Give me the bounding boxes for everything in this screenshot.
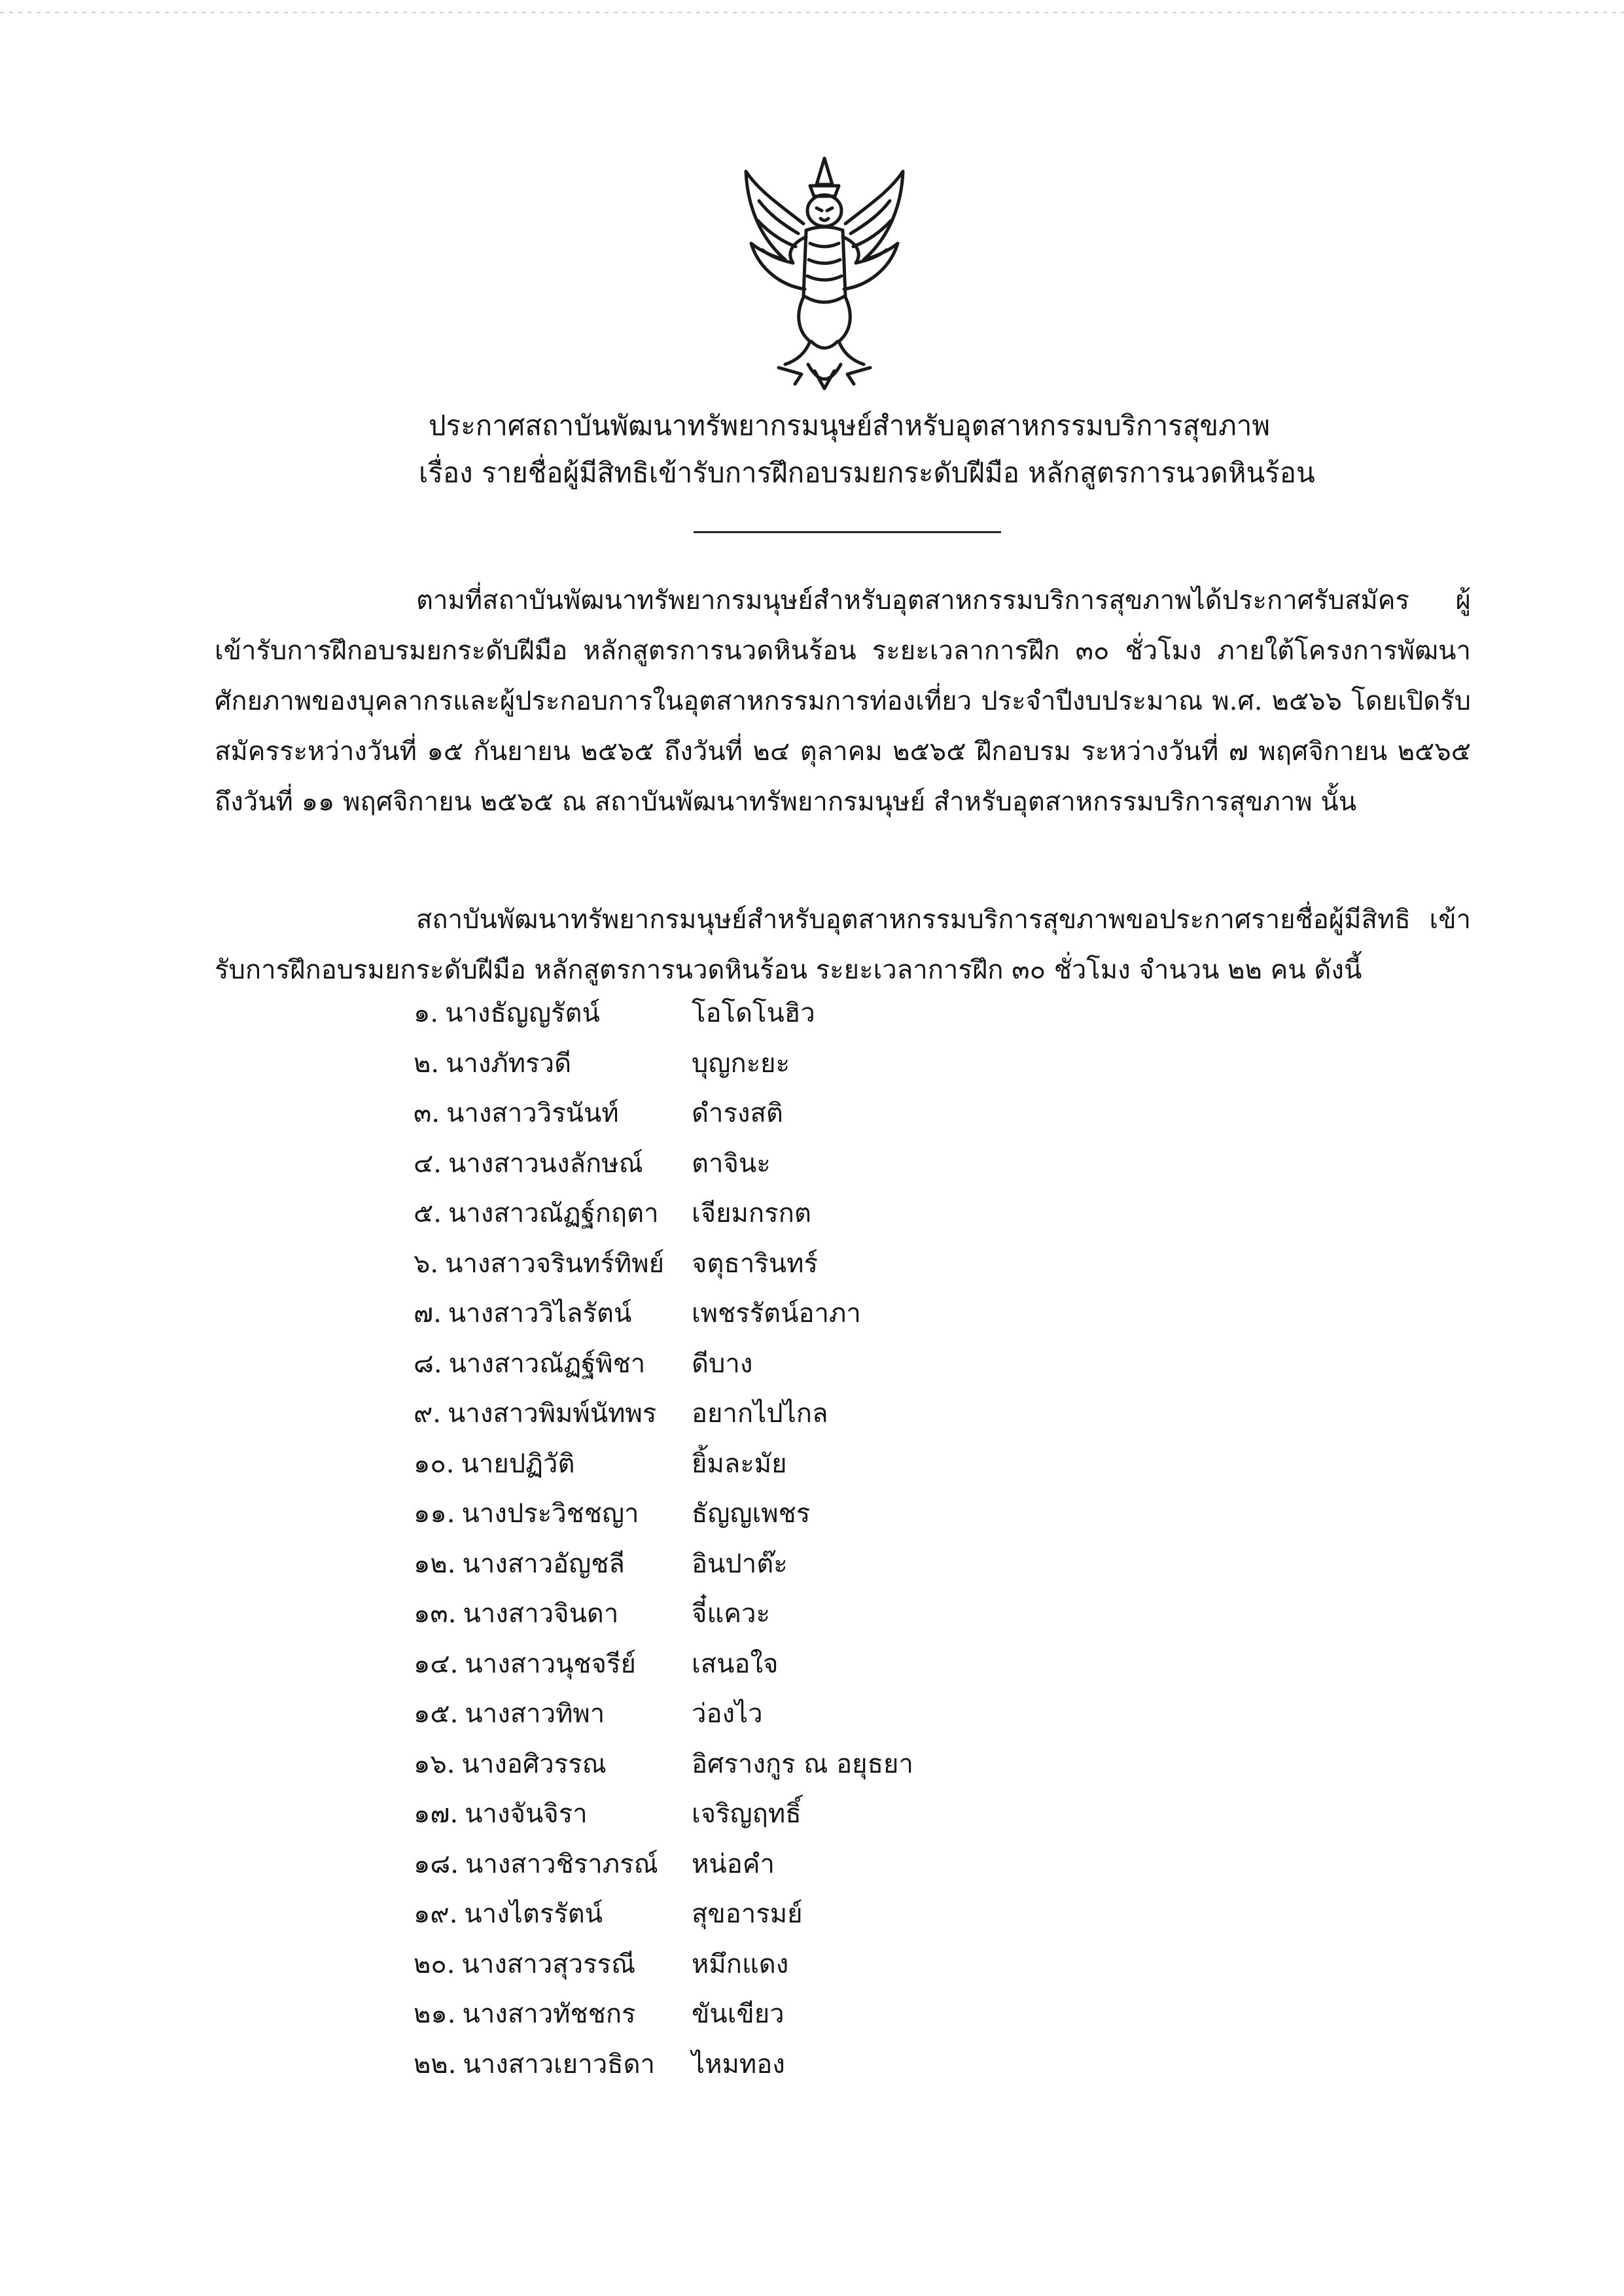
list-item (414, 1989, 913, 2039)
family-name: เจียมกรกต (692, 1198, 811, 1229)
family-name: หน่อคำ (692, 1849, 775, 1879)
given-name: นางสาวพิมพ์นัทพร (448, 1399, 657, 1429)
item-number: ๑๕. (414, 1699, 459, 1730)
item-number: ๑๒. (414, 1548, 456, 1579)
list-item (414, 1238, 913, 1289)
heading-title: ประกาศสถาบันพัฒนาทรัพยากรมนุษย์สำหรับอุตสาหกรรมบริการสุขภาพ (429, 409, 1271, 442)
given-name: นางสาวเยาวธิดา (463, 2049, 656, 2079)
family-name: จี๋แควะ (692, 1599, 770, 1629)
given-name: นางสาวนุชจรีย์ (465, 1648, 636, 1679)
list-item (414, 2039, 913, 2089)
given-name: นางสาวณัฏฐ์พิชา (448, 1348, 646, 1379)
item-number: ๒๐. (414, 1949, 455, 1979)
item-number: ๒๑. (414, 1999, 456, 2030)
list-item (414, 1038, 913, 1088)
given-name: นางภัทรวดี (446, 1048, 572, 1079)
item-number: ๒. (414, 1048, 440, 1079)
item-number: ๑๔. (414, 1648, 459, 1679)
list-item (414, 1188, 913, 1238)
item-number: ๗. (414, 1298, 442, 1329)
heading-subject: เรื่อง รายชื่อผู้มีสิทธิเข้ารับการฝึกอบรมยกระดับฝีมือ หลักสูตรการนวดหินร้อน (419, 457, 1315, 489)
item-number: ๖. (414, 1248, 439, 1279)
list-item (414, 1488, 913, 1539)
item-number: ๑๓. (414, 1599, 457, 1629)
family-name: ธัญญเพชร (692, 1499, 811, 1529)
given-name: นางไตรรัตน์ (464, 1899, 603, 1930)
given-name: นางสาวนงลักษณ์ (448, 1148, 643, 1179)
family-name: สุขอารมย์ (692, 1899, 803, 1930)
item-number: ๑๖. (414, 1748, 455, 1779)
item-number: ๔. (414, 1148, 442, 1179)
family-name: เจริญฤทธิ์ (692, 1799, 802, 1830)
item-number: ๑๗. (414, 1799, 459, 1830)
list-item (414, 1639, 913, 1689)
list-item (414, 1138, 913, 1189)
list-item (414, 1438, 913, 1489)
given-name: นางสาวณัฏฐ์กฤตา (448, 1198, 659, 1229)
list-item (414, 1338, 913, 1389)
item-number: ๕. (414, 1198, 442, 1229)
given-name: นางสาววิไลรัตน์ (448, 1298, 632, 1329)
given-name: นางจันจิรา (465, 1799, 588, 1830)
family-name: ไหมทอง (692, 2049, 785, 2079)
garuda-emblem-icon (733, 145, 916, 400)
given-name: นางอศิวรรณ (461, 1748, 607, 1779)
list-item (414, 988, 913, 1038)
item-number: ๙. (414, 1399, 442, 1429)
family-name: เสนอใจ (692, 1648, 779, 1679)
family-name: ตาจินะ (692, 1148, 771, 1179)
list-item (414, 1888, 913, 1939)
given-name: นางสาววิรนันท์ (446, 1098, 619, 1129)
item-number: ๑๐. (414, 1448, 455, 1479)
family-name: ดีบาง (692, 1348, 753, 1379)
family-name: อยากไปไกล (692, 1399, 828, 1429)
family-name: โอโดโนฮิว (692, 998, 815, 1029)
given-name: นางสาวจรินทร์ทิพย์ (445, 1248, 665, 1279)
heading-divider (694, 531, 1001, 533)
list-item (414, 1788, 913, 1839)
announcement-heading (0, 402, 1624, 496)
family-name: เพชรรัตน์อาภา (692, 1298, 861, 1329)
list-item (414, 1288, 913, 1338)
body-paragraph-1: ตามที่สถาบันพัฒนาทรัพยากรมนุษย์สำหรับอุตสาหกรรมบริการสุขภาพได้ประกาศรับสมัคร ผู้เข้ารับการฝึกอบรมยกระดับฝีมือ หลักสูตรการนวดหินร้อน ระยะเวลาการฝึก ๓๐ ชั่วโมง ภายใต้โครงการพัฒนาศักยภาพของบุคลากรและผู้ประกอบการในอุตสาหกรรมการท่องเที่ยว ประจำปีงบประมาณ พ.ศ. ๒๕๖๖ โดยเปิดรับสมัครระหว่างวันที่ ๑๕ กันยายน ๒๕๖๕ ถึงวันที่ ๒๔ ตุลาคม ๒๕๖๕ ฝึกอบรม ระหว่างวันที่ ๗ พฤศจิกายน ๒๕๖๕ ถึงวันที่ ๑๑ พฤศจิกายน ๒๕๖๕ ณ สถาบันพัฒนาทรัพยากรมนุษย์ สำหรับอุตสาหกรรมบริการสุขภาพ นั้น (215, 585, 1471, 817)
family-name: ขันเขียว (692, 1999, 785, 2030)
list-item (414, 1388, 913, 1438)
list-item (414, 1739, 913, 1789)
item-number: ๒๒. (414, 2049, 457, 2079)
list-item (414, 1688, 913, 1739)
item-number: ๑๙. (414, 1899, 458, 1930)
given-name: นางสาวทัชชกร (462, 1999, 636, 2030)
item-number: ๑. (414, 998, 439, 1029)
family-name: จตุธารินทร์ (692, 1248, 818, 1279)
given-name: นางสาวชิราภรณ์ (465, 1849, 658, 1879)
item-number: ๑๑. (414, 1499, 455, 1529)
given-name: นางสาวอัญชลี (462, 1548, 625, 1579)
participant-list (414, 988, 913, 2089)
list-item (414, 1939, 913, 1989)
item-number: ๘. (414, 1348, 442, 1379)
list-item (414, 1588, 913, 1639)
family-name: หมึกแดง (692, 1949, 789, 1979)
given-name: นางประวิชชญา (461, 1499, 639, 1529)
family-name: บุญกะยะ (692, 1048, 790, 1079)
given-name: นายปฏิวัติ (461, 1448, 575, 1479)
family-name: อินปาต๊ะ (692, 1548, 788, 1579)
list-item (414, 1539, 913, 1589)
list-item (414, 1839, 913, 1889)
list-item (414, 1088, 913, 1138)
family-name: ดำรงสติ (692, 1098, 783, 1129)
given-name: นางสาวสุวรรณี (461, 1949, 636, 1979)
family-name: อิศรางกูร ณ อยุธยา (692, 1748, 913, 1779)
given-name: นางสาวจินดา (463, 1599, 619, 1629)
given-name: นางสาวทิพา (465, 1699, 605, 1730)
scan-edge-line (0, 12, 1624, 13)
family-name: ว่องไว (692, 1699, 763, 1730)
body-paragraph-2: สถาบันพัฒนาทรัพยากรมนุษย์สำหรับอุตสาหกรรมบริการสุขภาพขอประกาศรายชื่อผู้มีสิทธิ เข้ารับการฝึกอบรมยกระดับฝีมือ หลักสูตรการนวดหินร้อน ระยะเวลาการฝึก ๓๐ ชั่วโมง จำนวน ๒๒ คน ดังนี้ (215, 905, 1471, 985)
given-name: นางธัญญรัตน์ (445, 998, 600, 1029)
family-name: ยิ้มละมัย (692, 1448, 787, 1479)
item-number: ๑๘. (414, 1849, 459, 1879)
item-number: ๓. (414, 1098, 440, 1129)
